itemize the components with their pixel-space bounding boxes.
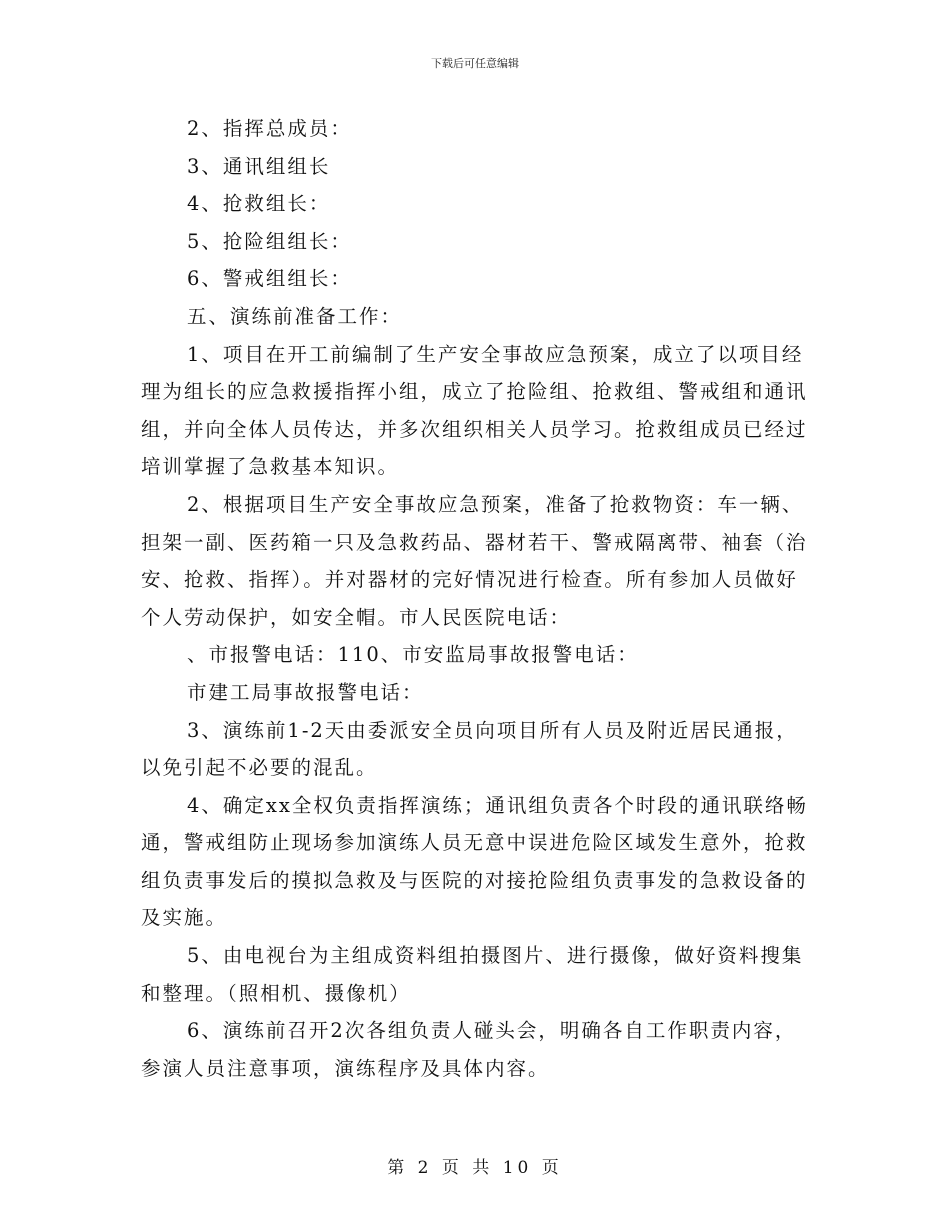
paragraph-5: 5、由电视台为主组成资料组拍摄图片、进行摄像，做好资料搜集和整理。（照相机、摄像机） [141, 944, 804, 1005]
paragraph-6: 6、演练前召开2次各组负责人碰头会，明确各自工作职责内容，参演人员注意事项，演练程序及具体内容。 [141, 1019, 797, 1080]
section-heading-preparation: 五、演练前准备工作： [187, 304, 403, 328]
page-number-footer: 第 2 页 共 10 页 [387, 1158, 563, 1178]
paragraph-2: 2、根据项目生产安全事故应急预案，准备了抢救物资：车一辆、担架一副、医药箱一只及急救药品、器材若干、警戒隔离带、袖套（治安、抢救、指挥）。并对器材的完好情况进行检查。所有参加人员做好个人劳动保护，如安全帽。市人民医院电话： [141, 492, 808, 629]
paragraph-3: 3、演练前1-2天由委派安全员向项目所有人员及附近居民通报，以免引起不必要的混乱。 [141, 718, 798, 780]
list-item-comm-leader: 3、通讯组组长 [187, 154, 331, 178]
paragraph-construction-bureau-phone: 市建工局事故报警电话： [187, 680, 424, 704]
list-item-commander-members: 2、指挥总成员： [187, 117, 352, 140]
paragraph-police-phone: 、市报警电话：110、市安监局事故报警电话： [187, 643, 639, 667]
page-header: 下载后可任意编辑 [431, 57, 519, 70]
paragraph-4: 4、确定xx全权负责指挥演练；通讯组负责各个时段的通讯联络畅通，警戒组防止现场参加演练人员无意中误进危险区域发生意外，抢救组负责事发后的摸拟急救及与医院的对接抢险组负责事发的急救设备的及实施。 [141, 793, 808, 930]
list-item-security-leader: 6、警戒组组长： [187, 267, 352, 291]
document-body [141, 110, 809, 1087]
list-item-rescue-leader: 4、抢救组长： [187, 192, 331, 216]
list-item-emergency-leader: 5、抢险组组长： [187, 229, 352, 253]
paragraph-1: 1、项目在开工前编制了生产安全事故应急预案，成立了以项目经理为组长的应急救援指挥小组，成立了抢险组、抢救组、警戒组和通讯组，并向全体人员传达，并多次组织相关人员学习。抢救组成员已经过培训掌握了急救基本知识。 [141, 342, 808, 479]
